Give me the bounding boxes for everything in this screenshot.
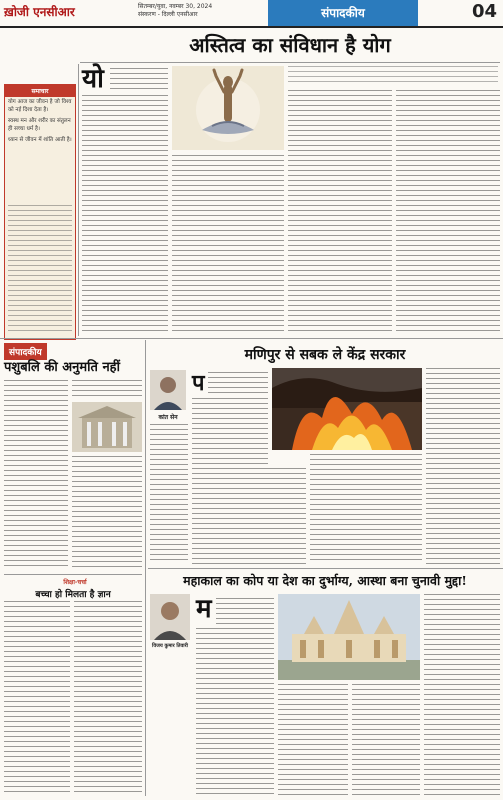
lead-dropcap: यो — [82, 64, 104, 94]
lead-photo-caption — [288, 66, 498, 86]
author-photo — [150, 370, 186, 410]
temple-building-icon — [278, 594, 420, 680]
editorial-col-2 — [72, 456, 142, 570]
lead-col-4 — [396, 90, 500, 335]
sidebar-body-lines — [8, 205, 72, 333]
lead-col-1 — [82, 95, 168, 335]
burning-buildings-icon — [272, 368, 422, 450]
date-line — [138, 3, 212, 19]
mahakal-author: विजय कुमार तिवारी — [152, 643, 188, 649]
mahakal-headline: महाकाल का कोप या देश का दुर्भाग्य, आस्था बना चुनावी मुद्दा! — [183, 573, 467, 588]
sidebar-paragraph: ध्यान से जीवन में शांति आती है। — [8, 137, 72, 144]
mahakal-dropcap: म — [196, 594, 212, 624]
mahakal-col-4 — [424, 594, 500, 796]
mahakal-col-3 — [352, 684, 420, 796]
shiksha-col-1 — [4, 601, 70, 796]
lead-col-2 — [172, 155, 284, 335]
manipur-col-1 — [192, 398, 268, 464]
sidebar-paragraph: स्वस्थ मन और शरीर का संतुलन ही सच्चा धर्म है। — [8, 118, 71, 132]
editorial-divider — [4, 574, 142, 575]
mahakal-author-photo — [150, 594, 190, 640]
editorial-col-1 — [4, 380, 68, 570]
mahakal-photo — [278, 594, 420, 680]
lead-col-1 — [110, 68, 168, 92]
sidebar-paragraph: योग आज का जीवन है जो विश्व को नई दिशा देता है। — [8, 99, 72, 113]
shiksha-col-2 — [74, 601, 142, 796]
editorial-kicker: संपादकीय — [4, 343, 47, 360]
manipur-col-1 — [208, 372, 268, 396]
lead-col-3 — [288, 90, 392, 335]
section-title: संपादकीय — [268, 0, 418, 26]
brand-logo: ख़ोजी एनसीआर — [4, 5, 75, 19]
mahakal-col-1 — [216, 598, 274, 624]
column-rule — [145, 340, 146, 796]
manipur-photo — [272, 368, 422, 450]
manipur-dropcap: प — [192, 370, 205, 396]
manipur-col-2 — [192, 468, 306, 564]
edition-text: संस्करण - दिल्ली एनसीआर — [138, 11, 198, 18]
editorial-col-2 — [72, 380, 142, 400]
lead-photo — [172, 66, 284, 150]
mahakal-col-2 — [278, 684, 348, 796]
manipur-headline: मणिपुर से सबक ले केंद्र सरकार — [244, 347, 406, 363]
editorial-headline: पशुबलि की अनुमति नहीं — [4, 360, 120, 375]
court-photo — [72, 402, 142, 452]
section-divider — [0, 338, 503, 339]
masthead — [0, 0, 503, 28]
manipur-col-0 — [150, 424, 188, 564]
shiksha-kicker: शिक्षा-चर्चा — [63, 579, 87, 586]
date-text: सितम्बर/युवा, नवम्बर 30, 2024 — [138, 3, 213, 10]
sidebar-box — [4, 84, 76, 340]
lead-divider — [80, 62, 500, 63]
section-divider — [148, 568, 503, 569]
mahakal-col-1 — [196, 628, 274, 796]
page-number: 04 — [471, 1, 497, 22]
column-rule — [78, 64, 79, 336]
shiksha-subhead: बच्चा हो मिलता है ज्ञान — [35, 590, 111, 600]
sidebar-title: समाचार — [5, 85, 75, 97]
manipur-col-3 — [310, 454, 422, 564]
manipur-author: कांत सेन — [158, 414, 178, 421]
lead-headline: अस्तित्व का संविधान है योग — [189, 33, 391, 57]
manipur-col-4 — [426, 368, 500, 564]
